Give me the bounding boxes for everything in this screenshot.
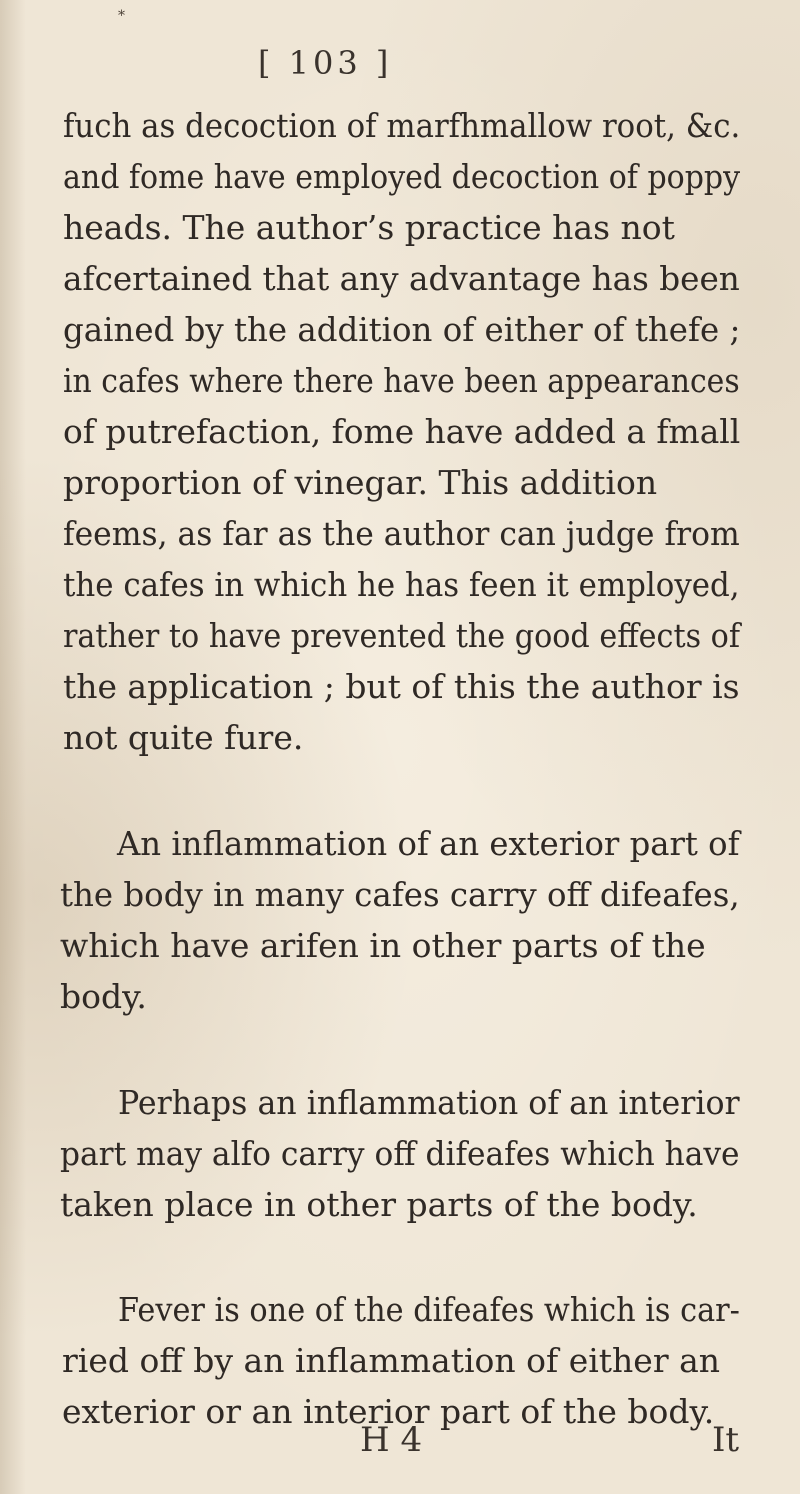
text-line: heads. The author’s practice has not — [63, 208, 675, 247]
ornament-mark: * — [118, 8, 125, 24]
text-line: of putrefaction, fome have added a fmall — [63, 412, 741, 451]
text-line: the cafes in which he has feen it employed, — [63, 565, 740, 604]
text-line: and fome have employed decoction of poppy — [63, 157, 741, 196]
text-line: part may alfo carry off difeafes which have — [60, 1134, 740, 1173]
text-line: body. — [60, 977, 147, 1016]
text-line: the application ; but of this the author is — [63, 667, 740, 706]
text-line: afcertained that any advantage has been — [63, 259, 740, 298]
text-line: exterior or an interior part of the body. — [62, 1392, 715, 1431]
text-line: in cafes where there have been appearances — [63, 361, 740, 400]
text-line: ried off by an inflammation of either an — [62, 1341, 721, 1380]
text-line: the body in many cafes carry off difeafes, — [60, 875, 740, 914]
text-line: rather to have prevented the good effects of — [63, 616, 741, 655]
catchword: It — [712, 1420, 740, 1460]
signature-mark: H 4 — [360, 1420, 423, 1460]
text-line: gained by the addition of either of thefe ; — [63, 310, 741, 349]
page-number: [ 103 ] — [258, 44, 393, 82]
text-line: fuch as decoction of marfhmallow root, &c. — [63, 106, 741, 145]
text-line: An inflammation of an exterior part of — [117, 824, 740, 863]
text-line: taken place in other parts of the body. — [60, 1185, 698, 1224]
text-line: which have arifen in other parts of the — [60, 926, 706, 965]
page-edge-shadow — [0, 0, 26, 1494]
text-line: Fever is one of the difeafes which is car- — [118, 1290, 740, 1329]
text-line: not quite fure. — [63, 718, 304, 757]
text-line: proportion of vinegar. This addition — [63, 463, 658, 502]
text-line: Perhaps an inflammation of an interior — [118, 1083, 740, 1122]
text-line: feems, as far as the author can judge from — [63, 514, 740, 553]
